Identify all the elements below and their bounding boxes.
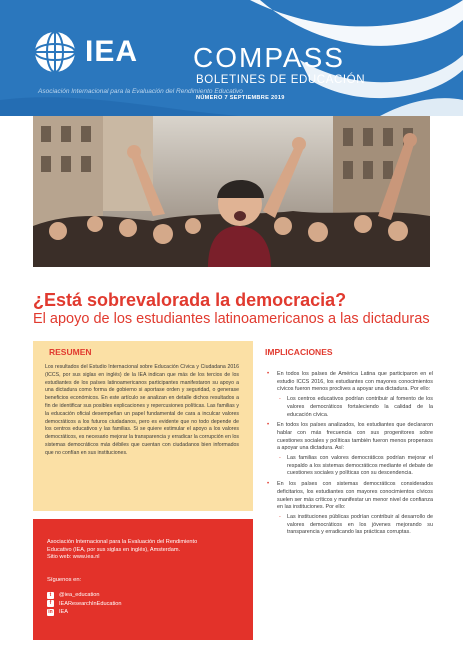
- website-line[interactable]: Sitio web: www.iea.nl: [47, 554, 100, 561]
- protest-photo: [33, 116, 430, 267]
- implications-heading: IMPLICACIONES: [265, 347, 333, 357]
- association-info: [47, 539, 245, 562]
- association-line: Asociación Internacional para la Evaluación del Rendimiento: [47, 539, 198, 545]
- social-label: IEA: [59, 609, 69, 616]
- implication-text: En los países con sistemas democráticos considerados deficitarios, los estudiantes con mayores conocimientos cívicos suelen ser más críticos y manifestar un menor nivel de confianza en las instituciones. Por ello:: [277, 481, 433, 511]
- social-link-linkedin[interactable]: [47, 608, 245, 617]
- iea-logo: [33, 30, 138, 74]
- social-link-facebook[interactable]: [47, 599, 245, 608]
- association-line: Educativo (IEA, por sus siglas en inglés), Amsterdam.: [47, 546, 181, 553]
- header-banner: [0, 0, 463, 116]
- implication-subitem: [265, 514, 433, 537]
- globe-icon: [33, 30, 77, 74]
- bullet-icon: •: [267, 422, 270, 429]
- bullet-icon: •: [267, 371, 270, 377]
- social-links: [47, 591, 245, 617]
- contact-box: [33, 519, 253, 640]
- implication-subitem: [265, 455, 433, 478]
- dash-icon: -: [279, 396, 281, 403]
- tagline: Asociación Internacional para la Evaluación del Rendimiento Educativo: [38, 88, 243, 95]
- social-label: @iea_education: [59, 592, 100, 599]
- logo-text: IEA: [85, 35, 139, 68]
- issue-info: NÚMERO 7 SEPTIEMBRE 2019: [196, 95, 285, 101]
- social-label: IEAResearchInEducation: [59, 600, 122, 607]
- summary-box: [33, 341, 253, 511]
- linkedin-icon: in: [48, 608, 53, 615]
- follow-label: Síguenos en:: [47, 576, 82, 583]
- implication-item: [265, 422, 433, 453]
- twitter-icon: t: [47, 592, 54, 599]
- implication-subtext: Las instituciones públicas podrían contribuir al desarrollo de valores democráticos en los jóvenes mejorando su transparencia y erradicando las prácticas corruptas.: [287, 513, 433, 536]
- dash-icon: -: [279, 455, 281, 462]
- implications-section: [265, 347, 433, 540]
- implication-item: [265, 371, 433, 394]
- article-subtitle: El apoyo de los estudiantes latinoamericanos a las dictaduras: [33, 311, 430, 327]
- implication-text: En todos los países de América Latina que participaron en el estudio ICCS 2016, los estudiantes con mayores conocimientos cívicos fueron menos proclives a apoyar una dictadura. Por ello:: [277, 371, 433, 393]
- implication-subtext: Las familias con valores democráticos podrían mejorar el respaldo a los sistemas democráticos mediante el debate de cuestiones sociales y políticas con su descendencia.: [287, 455, 433, 477]
- summary-heading: RESUMEN: [49, 347, 92, 357]
- implication-subtext: Los centros educativos podrían contribuir al fomento de los valores democráticos fortaleciendo la calidad de la educación cívica.: [287, 396, 433, 418]
- implication-subitem: [265, 396, 433, 419]
- publication-title: COMPASS: [193, 42, 345, 73]
- bullet-icon: •: [267, 481, 270, 488]
- facebook-icon: f: [47, 600, 54, 607]
- social-link-twitter[interactable]: [47, 591, 245, 600]
- article-title: ¿Está sobrevalorada la democracia?: [33, 290, 347, 310]
- implication-text: En todos los países analizados, los estudiantes que declararon hablar con más frecuencia con sus progenitores sobre cuestiones sociales y políticas también fueron menos propensos a apoyar una dictadura. Así:: [277, 422, 433, 452]
- summary-text: Los resultados del Estudio Internacional sobre Educación Cívica y Ciudadana 2016 (ICCS, por sus siglas en inglés) de la IEA indican que más de los tercios de los estudiantes de los países latinoamericanos participantes manifestaron su apoyo a una dictadura como forma de gobierno si aportase orden y seguridad, o generase beneficios económicos. En este artículo se analizan en detalle dichos resultados a fin de identificar sus posibles explicaciones y repercusiones políticas. Las familias y la educación oficial desempeñan un papel fundamental de cara a inculcar valores democráticos a los futuros ciudadanos, pero es evidente que no todo depende de los centros educativos y las familias. Si se quiere estimular el apoyo a los valores democráticos, es necesario mejorar la transparencia y erradicar la corrupción en los sistemas democráticos más débiles que cuentan con ciudadanos bien informados que no confían en sus instituciones.: [45, 364, 239, 456]
- dash-icon: -: [279, 513, 281, 520]
- implication-item: [265, 481, 433, 512]
- publication-subtitle: BOLETINES DE EDUCACIÓN: [196, 74, 366, 86]
